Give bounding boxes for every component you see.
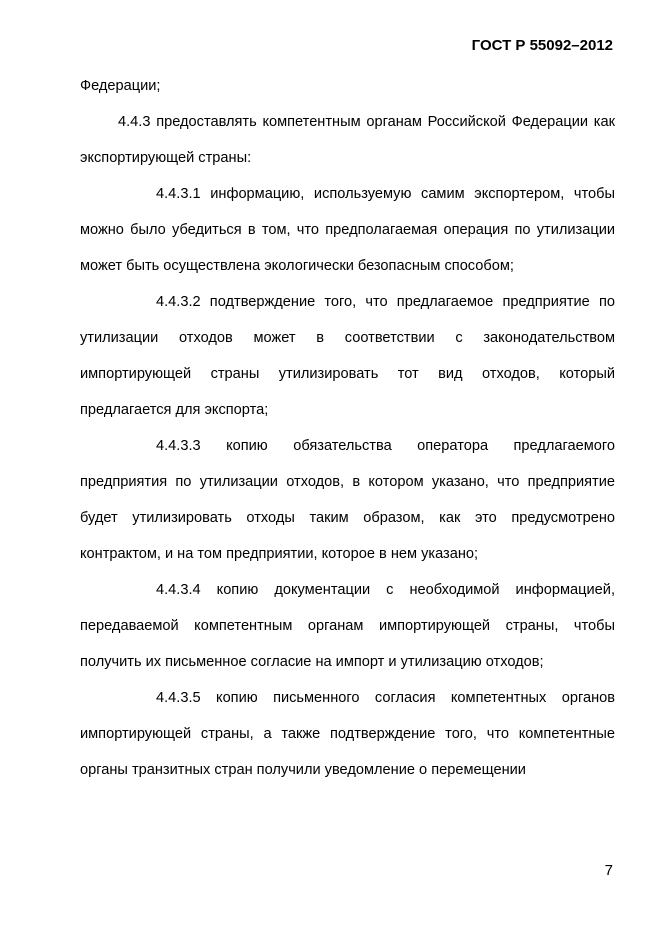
paragraph-4-4-3-2: 4.4.3.2 подтверждение того, что предлагаемое предприятие по утилизации отходов может в соответствии с законодательством импортирующей страны утилизировать тот вид отходов, который предлагается для экспорта;	[80, 294, 615, 418]
paragraph-4-4-3: 4.4.3 предоставлять компетентным органам Российской Федерации как экспортирующей страны:	[80, 114, 615, 166]
paragraph-continuation: Федерации;	[80, 78, 161, 94]
paragraph-4-4-3-4: 4.4.3.4 копию документации с необходимой информацией, передаваемой компетентным органам импортирующей страны, чтобы получить их письменное согласие на импорт и утилизацию отходов;	[80, 582, 615, 670]
page-number: 7	[604, 862, 613, 879]
paragraph-4-4-3-5: 4.4.3.5 копию письменного согласия компетентных органов импортирующей страны, а также подтверждение того, что компетентные органы транзитных стран получили уведомление о перемещении	[80, 690, 615, 778]
document-header-standard: ГОСТ Р 55092–2012	[471, 37, 613, 54]
paragraph-4-4-3-1: 4.4.3.1 информацию, используемую самим экспортером, чтобы можно было убедиться в том, что предполагаемая операция по утилизации может быть осуществлена экологически безопасным способом;	[80, 186, 615, 274]
paragraph-4-4-3-3: 4.4.3.3 копию обязательства оператора предлагаемого предприятия по утилизации отходов, в котором указано, что предприятие будет утилизировать отходы таким образом, как это предусмотрено контрактом, и на том предприятии, которое в нем указано;	[80, 438, 615, 562]
body-text	[80, 68, 615, 788]
